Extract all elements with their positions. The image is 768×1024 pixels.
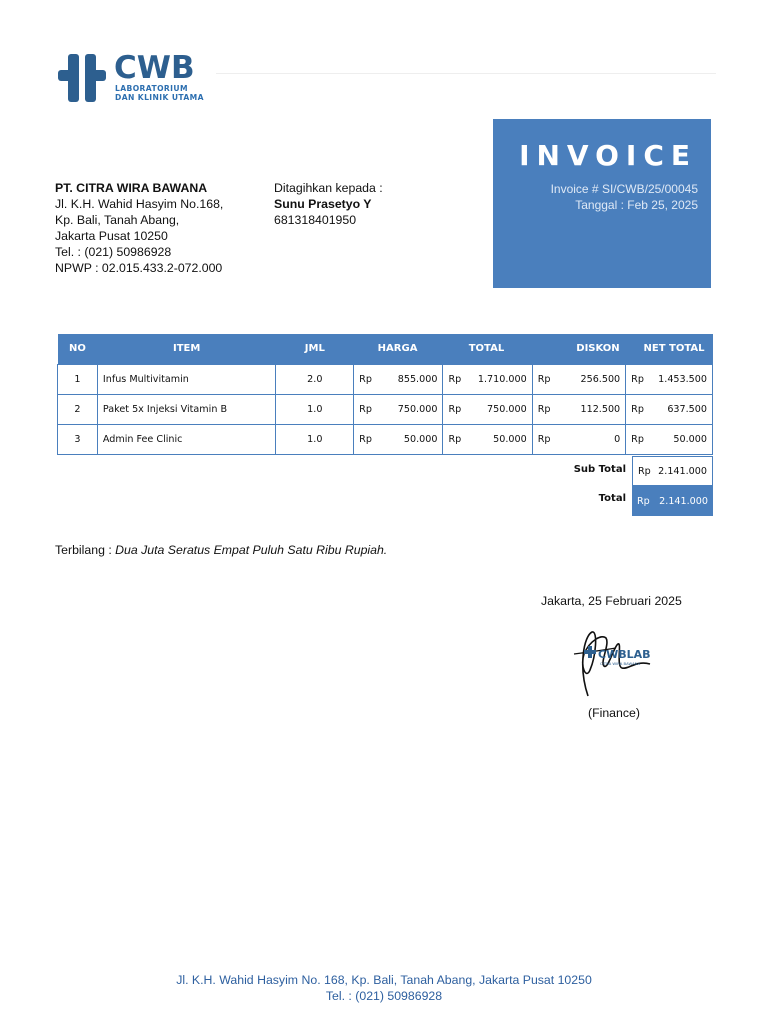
header-harga: HARGA	[354, 334, 443, 364]
company-info	[55, 180, 223, 276]
cell-currency: Rp	[443, 364, 468, 394]
header-total: TOTAL	[443, 334, 532, 364]
invoice-number: Invoice # SI/CWB/25/00045	[550, 182, 698, 196]
header-diskon: DISKON	[532, 334, 625, 364]
invoice-meta	[551, 181, 698, 213]
invoice-header-box	[493, 119, 711, 288]
svg-text:CWBLAB: CWBLAB	[598, 648, 651, 661]
header-divider	[216, 73, 716, 74]
signature-stamp	[570, 626, 660, 700]
header-net-total: NET TOTAL	[626, 334, 713, 364]
cell-diskon: 112.500	[557, 394, 625, 424]
items-table	[57, 334, 713, 455]
cell-total: 50.000	[468, 424, 532, 454]
medical-cross-icon	[58, 54, 106, 102]
cell-jml: 2.0	[276, 364, 354, 394]
terbilang-label: Terbilang :	[55, 543, 112, 557]
subtotal-value: 2.141.000	[658, 465, 707, 477]
total-box	[632, 486, 713, 516]
cell-currency: Rp	[354, 364, 386, 394]
company-logo	[58, 50, 218, 102]
header-jml: JML	[276, 334, 354, 364]
logo-brand: CWB	[114, 50, 195, 86]
cell-jml: 1.0	[276, 394, 354, 424]
header-item: ITEM	[97, 334, 276, 364]
cell-item: Admin Fee Clinic	[97, 424, 276, 454]
cell-total: 750.000	[468, 394, 532, 424]
cell-jml: 1.0	[276, 424, 354, 454]
table-row	[58, 364, 713, 394]
cell-diskon: 256.500	[557, 364, 625, 394]
cell-currency: Rp	[532, 424, 557, 454]
signoff-role: (Finance)	[588, 706, 640, 720]
cell-no: 3	[58, 424, 98, 454]
table-row	[58, 424, 713, 454]
total-value: 2.141.000	[659, 495, 708, 507]
table-header-row	[58, 334, 713, 364]
cell-currency: Rp	[626, 424, 650, 454]
cell-net-total: 1.453.500	[650, 364, 712, 394]
company-address-2: Kp. Bali, Tanah Abang,	[55, 213, 180, 227]
table-row	[58, 394, 713, 424]
total-label: Total	[598, 493, 626, 504]
cell-currency: Rp	[532, 394, 557, 424]
billto-label: Ditagihkan kepada :	[274, 181, 383, 195]
cell-currency: Rp	[626, 364, 650, 394]
subtotal-box	[632, 456, 713, 486]
cell-harga: 50.000	[385, 424, 443, 454]
company-address-1: Jl. K.H. Wahid Hasyim No.168,	[55, 197, 224, 211]
company-name: PT. CITRA WIRA BAWANA	[55, 181, 208, 195]
footer-phone: Tel. : (021) 50986928	[325, 989, 443, 1003]
logo-subtitle: LABORATORIUM DAN KLINIK UTAMA	[115, 84, 204, 102]
footer-address: Jl. K.H. Wahid Hasyim No. 168, Kp. Bali, Tanah Abang, Jakarta Pusat 10250	[176, 973, 592, 987]
header-no: NO	[58, 334, 98, 364]
cell-currency: Rp	[443, 394, 468, 424]
company-npwp: NPWP : 02.015.433.2-072.000	[55, 261, 223, 275]
cell-no: 2	[58, 394, 98, 424]
billto-name: Sunu Prasetyo Y	[274, 197, 372, 211]
svg-text:CITRA WIRA BAWANA: CITRA WIRA BAWANA	[600, 661, 641, 666]
terbilang-value: Dua Juta Seratus Empat Puluh Satu Ribu Rupiah.	[115, 543, 388, 557]
cell-currency: Rp	[532, 364, 557, 394]
cell-diskon: 0	[557, 424, 625, 454]
cell-currency: Rp	[626, 394, 650, 424]
cell-currency: Rp	[354, 394, 386, 424]
cell-harga: 855.000	[385, 364, 443, 394]
cell-item: Infus Multivitamin	[97, 364, 276, 394]
bill-to	[274, 180, 383, 228]
cell-net-total: 50.000	[650, 424, 712, 454]
company-address-3: Jakarta Pusat 10250	[55, 229, 168, 243]
invoice-date: Tanggal : Feb 25, 2025	[575, 198, 698, 212]
billto-phone: 681318401950	[274, 213, 357, 227]
total-currency: Rp	[637, 495, 650, 507]
company-phone: Tel. : (021) 50986928	[55, 245, 172, 259]
place-date: Jakarta, 25 Februari 2025	[541, 594, 682, 608]
subtotal-label: Sub Total	[573, 464, 626, 475]
subtotal-currency: Rp	[638, 465, 651, 477]
amount-in-words	[55, 543, 387, 557]
cell-no: 1	[58, 364, 98, 394]
cell-net-total: 637.500	[650, 394, 712, 424]
cell-harga: 750.000	[385, 394, 443, 424]
invoice-title: INVOICE	[519, 139, 697, 172]
cell-currency: Rp	[354, 424, 386, 454]
cell-item: Paket 5x Injeksi Vitamin B	[97, 394, 276, 424]
cell-currency: Rp	[443, 424, 468, 454]
page-footer	[0, 972, 768, 1004]
cell-total: 1.710.000	[468, 364, 532, 394]
